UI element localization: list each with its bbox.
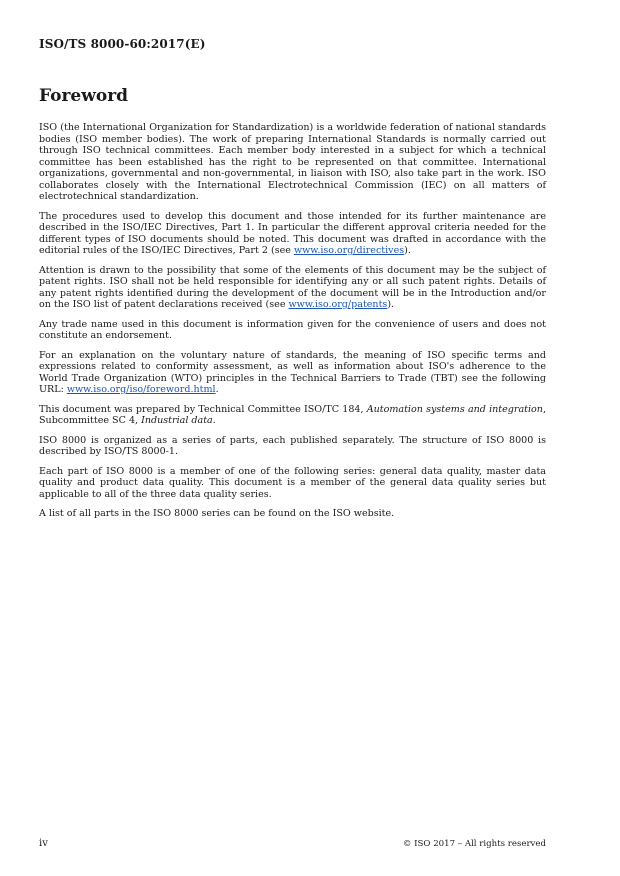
- paragraph-6-b: , Subcommittee SC 4,: [39, 403, 546, 426]
- paragraph-3: [39, 265, 546, 311]
- paragraph-4: Any trade name used in this document is information given for the convenience of users and does not constitute an endorsement.: [39, 318, 546, 341]
- subcommittee-title: Industrial data: [141, 415, 213, 426]
- paragraph-3-end: ).: [387, 299, 395, 310]
- foreword-body: [39, 122, 546, 528]
- page-title: Foreword: [39, 86, 129, 106]
- paragraph-5-end: .: [215, 384, 219, 395]
- paragraph-7: ISO 8000 is organized as a series of parts, each published separately. The structure of ISO 8000 is described by ISO/TS 8000-1.: [39, 434, 546, 457]
- paragraph-6: [39, 404, 546, 427]
- paragraph-6-end: .: [212, 415, 216, 426]
- committee-title: Automation systems and integration: [366, 403, 543, 415]
- paragraph-6-a: This document was prepared by Technical Committee ISO/TC 184,: [39, 403, 367, 415]
- paragraph-8: Each part of ISO 8000 is a member of one of the following series: general data quality, master data quality and product data quality. This document is a member of the general data quality series but applicable to all of the three data quality series.: [39, 465, 546, 500]
- foreword-link[interactable]: www.iso.org/iso/foreword.html: [66, 384, 216, 395]
- paragraph-2: [39, 211, 546, 257]
- paragraph-9: A list of all parts in the ISO 8000 series can be found on the ISO website.: [39, 508, 395, 519]
- page-number: iv: [39, 838, 48, 849]
- patents-link[interactable]: www.iso.org/patents: [288, 299, 388, 310]
- paragraph-5: [39, 350, 546, 396]
- copyright-notice: © ISO 2017 – All rights reserved: [402, 839, 546, 849]
- paragraph-2-text: The procedures used to develop this document and those intended for its further maintenance are described in the ISO/IEC Directives, Part 1. In particular the different approval criteria needed for the different types of ISO documents should be noted. This document was drafted in accordance with the editorial rules of the ISO/IEC Directives, Part 2 (see: [39, 210, 546, 256]
- paragraph-2-end: ).: [404, 245, 411, 256]
- document-code: ISO/TS 8000-60:2017(E): [39, 37, 206, 51]
- paragraph-5-text: For an explanation on the voluntary nature of standards, the meaning of ISO specific terms and expressions related to conformity assessment, as well as information about ISO's adherence to the World Trade Organization (WTO) principles in the Technical Barriers to Trade (TBT) see the following URL:: [39, 349, 546, 395]
- paragraph-3-text: Attention is drawn to the possibility that some of the elements of this document may be the subject of patent rights. ISO shall not be held responsible for identifying any or all such patent rights. Details of any patent rights identified during the development of the document will be in the Introduction and/or on the ISO list of patent declarations received (see: [39, 264, 546, 310]
- paragraph-1: ISO (the International Organization for Standardization) is a worldwide federation of national standards bodies (ISO member bodies). The work of preparing International Standards is normally carried out through ISO technical committees. Each member body interested in a subject for which a technical committee has been established has the right to be represented on that committee. International organizations, governmental and non-governmental, in liaison with ISO, also take part in the work. ISO collaborates closely with the International Electrotechnical Commission (IEC) on all matters of electrotechnical standardization.: [39, 122, 546, 202]
- directives-link[interactable]: www.iso.org/directives: [293, 245, 405, 256]
